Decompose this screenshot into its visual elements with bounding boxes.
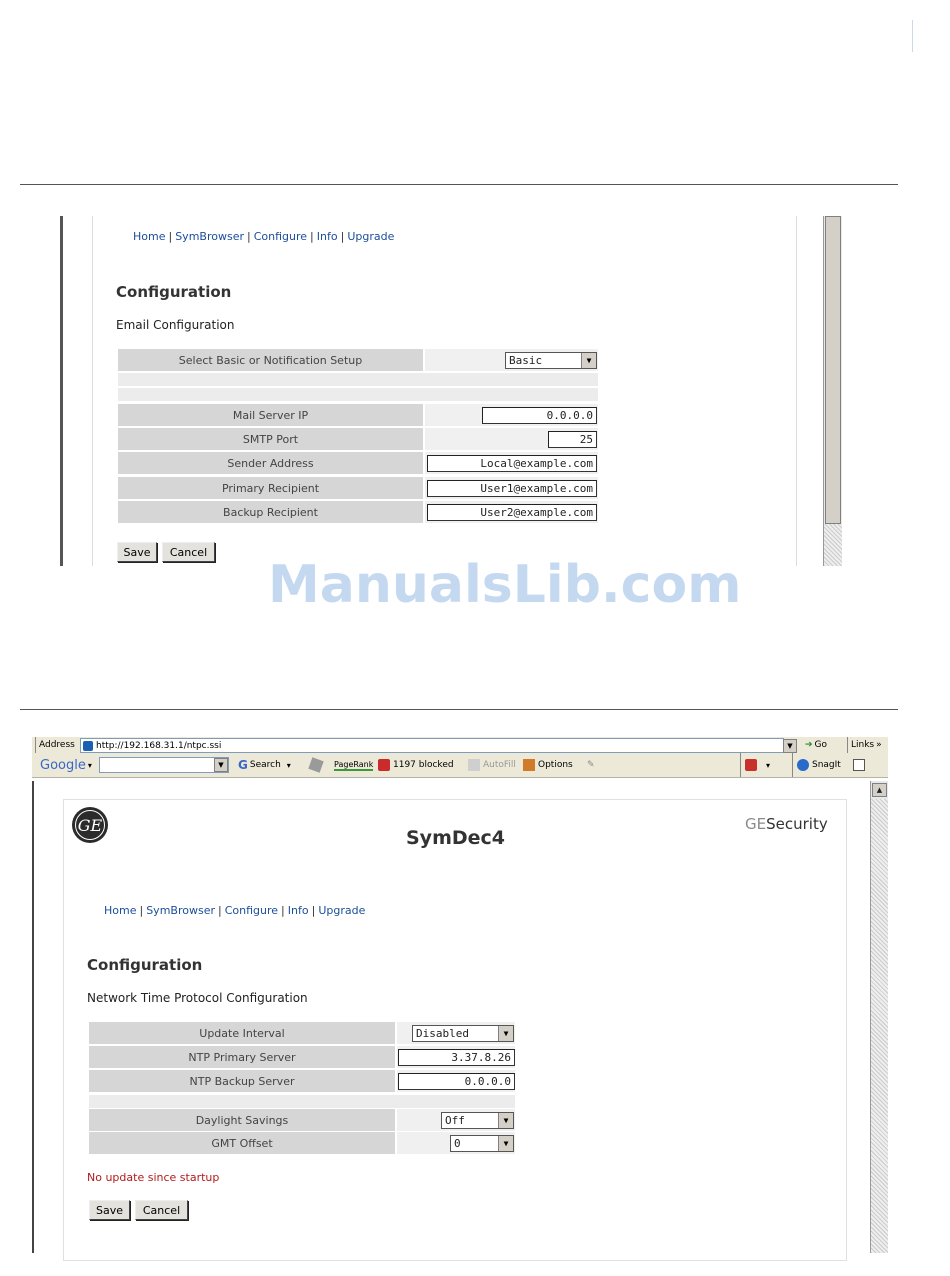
field-label: Mail Server IP bbox=[118, 404, 423, 426]
field-cell bbox=[425, 404, 598, 426]
setup-select[interactable] bbox=[505, 352, 597, 369]
content-border-right bbox=[796, 216, 797, 566]
vertical-scrollbar[interactable] bbox=[823, 216, 842, 566]
save-button[interactable]: Save bbox=[89, 1200, 130, 1220]
field-label: GMT Offset bbox=[89, 1132, 395, 1154]
field-label: NTP Primary Server bbox=[89, 1046, 395, 1068]
email-config-screenshot bbox=[60, 216, 842, 566]
links-button[interactable] bbox=[847, 737, 882, 753]
ntp-backup-input[interactable]: 0.0.0.0 bbox=[398, 1073, 515, 1090]
pagerank-label: PageRank bbox=[334, 759, 374, 769]
page-title: Configuration bbox=[116, 283, 232, 301]
nav-symbrowser[interactable]: SymBrowser bbox=[146, 904, 215, 917]
scrollbar-track[interactable] bbox=[824, 524, 842, 566]
nav-info[interactable]: Info bbox=[316, 230, 338, 243]
field-cell bbox=[425, 477, 598, 499]
field-label: Update Interval bbox=[89, 1022, 395, 1044]
smtp-port-input[interactable]: 25 bbox=[548, 431, 597, 448]
section-title: Email Configuration bbox=[116, 318, 235, 332]
field-cell bbox=[397, 1132, 515, 1154]
nav-upgrade[interactable]: Upgrade bbox=[347, 230, 395, 243]
vertical-scrollbar[interactable] bbox=[870, 781, 888, 1253]
update-interval-value: Disabled bbox=[416, 1027, 469, 1040]
ntp-primary-input[interactable]: 3.37.8.26 bbox=[398, 1049, 515, 1066]
chevron-down-icon: ▼ bbox=[581, 353, 596, 368]
content-border-left bbox=[92, 216, 93, 566]
spacer-row bbox=[118, 373, 598, 386]
snagit-icon bbox=[797, 759, 809, 771]
go-label: Go bbox=[814, 740, 828, 750]
field-row bbox=[118, 452, 598, 474]
field-cell bbox=[397, 1109, 515, 1131]
field-row bbox=[89, 1022, 515, 1044]
divider-top bbox=[20, 184, 898, 185]
nav-configure[interactable]: Configure bbox=[253, 230, 308, 243]
window-border bbox=[60, 216, 63, 566]
highlight-pen-icon[interactable]: ✎ bbox=[587, 760, 595, 770]
chevron-right-icon: » bbox=[876, 740, 882, 750]
nav-home[interactable]: Home bbox=[104, 904, 137, 917]
chevron-down-icon: ▾ bbox=[766, 760, 771, 770]
chevron-down-icon: ▾ bbox=[286, 760, 291, 770]
field-row bbox=[89, 1070, 515, 1092]
spacer-row bbox=[89, 1095, 515, 1108]
brand-name bbox=[745, 815, 828, 833]
nav-symbrowser[interactable]: SymBrowser bbox=[175, 230, 244, 243]
sender-address-input[interactable]: Local@example.com bbox=[427, 455, 597, 472]
popup-blocker[interactable] bbox=[378, 753, 454, 777]
field-row bbox=[89, 1132, 515, 1154]
ge-logo bbox=[72, 807, 108, 843]
address-label: Address bbox=[35, 737, 75, 753]
address-dropdown-icon[interactable]: ▼ bbox=[783, 739, 797, 753]
section-title: Network Time Protocol Configuration bbox=[87, 991, 308, 1005]
daylight-savings-select[interactable] bbox=[441, 1112, 514, 1129]
field-row bbox=[89, 1046, 515, 1068]
nav-info[interactable]: Info bbox=[287, 904, 309, 917]
brand-ge: GE bbox=[745, 815, 767, 833]
field-label: Backup Recipient bbox=[118, 501, 423, 523]
field-label: Daylight Savings bbox=[89, 1109, 395, 1131]
links-label: Links bbox=[851, 740, 875, 750]
chevron-down-icon: ▼ bbox=[498, 1136, 513, 1151]
options-button[interactable] bbox=[523, 753, 573, 777]
cancel-button[interactable]: Cancel bbox=[162, 542, 215, 562]
field-label: Primary Recipient bbox=[118, 477, 423, 499]
field-row bbox=[118, 404, 598, 426]
chevron-down-icon: ▼ bbox=[498, 1026, 513, 1041]
go-arrow-icon: ➔ bbox=[805, 740, 813, 750]
google-toolbar bbox=[32, 753, 888, 778]
research-button[interactable] bbox=[740, 753, 770, 777]
autofill-icon bbox=[468, 759, 480, 771]
backup-recipient-input[interactable]: User2@example.com bbox=[427, 504, 597, 521]
ie-page-icon bbox=[83, 741, 93, 751]
cancel-button[interactable]: Cancel bbox=[135, 1200, 188, 1220]
field-cell bbox=[397, 1046, 515, 1068]
options-label: Options bbox=[538, 760, 573, 770]
field-label: Sender Address bbox=[118, 452, 423, 474]
search-dropdown-icon[interactable]: ▼ bbox=[214, 758, 228, 772]
daylight-savings-value: Off bbox=[445, 1114, 465, 1127]
field-label: NTP Backup Server bbox=[89, 1070, 395, 1092]
field-row bbox=[89, 1109, 515, 1131]
watermark: ManualsLib.com bbox=[268, 555, 742, 615]
scroll-up-icon[interactable]: ▲ bbox=[872, 783, 887, 797]
options-icon bbox=[523, 759, 535, 771]
address-input[interactable] bbox=[80, 738, 784, 753]
nav-home[interactable]: Home bbox=[133, 230, 166, 243]
field-cell bbox=[397, 1070, 515, 1092]
go-button[interactable] bbox=[805, 737, 827, 753]
autofill-label: AutoFill bbox=[483, 760, 516, 770]
google-logo[interactable] bbox=[40, 753, 92, 777]
google-search-input[interactable] bbox=[99, 757, 229, 773]
ge-logo-text: GE bbox=[77, 815, 103, 835]
search-label: Search bbox=[249, 760, 281, 770]
top-nav: Home | SymBrowser | Configure | Info | Upgrade bbox=[133, 230, 395, 243]
pagerank-indicator[interactable] bbox=[334, 753, 373, 777]
research-icon bbox=[745, 759, 757, 771]
setup-cell bbox=[425, 349, 598, 371]
primary-recipient-input[interactable]: User1@example.com bbox=[427, 480, 597, 497]
page-edge-mark bbox=[912, 20, 913, 52]
scrollbar-track[interactable] bbox=[871, 799, 888, 1253]
gmt-offset-value: 0 bbox=[454, 1137, 461, 1150]
google-label: Google bbox=[40, 757, 86, 773]
popup-blocked-icon bbox=[378, 759, 390, 771]
snagit-label: SnagIt bbox=[812, 760, 841, 770]
snagit-button[interactable] bbox=[792, 753, 841, 777]
app-title: SymDec4 bbox=[406, 827, 506, 849]
top-nav: Home | SymBrowser | Configure | Info | Upgrade bbox=[104, 904, 366, 917]
status-message: No update since startup bbox=[87, 1171, 220, 1184]
nav-configure[interactable]: Configure bbox=[224, 904, 279, 917]
page-title: Configuration bbox=[87, 956, 203, 974]
address-url: http://192.168.31.1/ntpc.ssi bbox=[96, 740, 222, 751]
setup-select-value: Basic bbox=[509, 354, 543, 367]
snagit-window-icon[interactable] bbox=[853, 753, 868, 777]
autofill-button[interactable] bbox=[468, 753, 516, 777]
field-label: SMTP Port bbox=[118, 428, 423, 450]
address-bar bbox=[32, 737, 888, 754]
setup-label: Select Basic or Notification Setup bbox=[118, 349, 423, 371]
scrollbar-thumb[interactable] bbox=[825, 216, 841, 524]
google-g-icon: G bbox=[238, 758, 248, 772]
setup-row bbox=[118, 349, 598, 371]
field-cell bbox=[425, 501, 598, 523]
google-search-button[interactable] bbox=[238, 753, 291, 777]
mail-server-ip-input[interactable]: 0.0.0.0 bbox=[482, 407, 597, 424]
nav-upgrade[interactable]: Upgrade bbox=[318, 904, 366, 917]
blocked-label: 1197 blocked bbox=[393, 760, 454, 770]
chevron-down-icon: ▾ bbox=[87, 760, 92, 770]
field-row bbox=[118, 477, 598, 499]
ntp-config-screenshot bbox=[32, 737, 888, 1253]
field-row bbox=[118, 501, 598, 523]
spacer-row bbox=[118, 388, 598, 401]
field-row bbox=[118, 428, 598, 450]
news-icon[interactable] bbox=[310, 753, 325, 777]
field-cell bbox=[397, 1022, 515, 1044]
brand-security: Security bbox=[766, 815, 828, 833]
gmt-offset-select[interactable] bbox=[450, 1135, 514, 1152]
field-cell bbox=[425, 428, 598, 450]
chevron-down-icon: ▼ bbox=[498, 1113, 513, 1128]
save-button[interactable]: Save bbox=[117, 542, 157, 562]
browser-viewport bbox=[32, 781, 888, 1253]
field-cell bbox=[425, 452, 598, 474]
divider-middle bbox=[20, 709, 898, 710]
update-interval-select[interactable] bbox=[412, 1025, 514, 1042]
